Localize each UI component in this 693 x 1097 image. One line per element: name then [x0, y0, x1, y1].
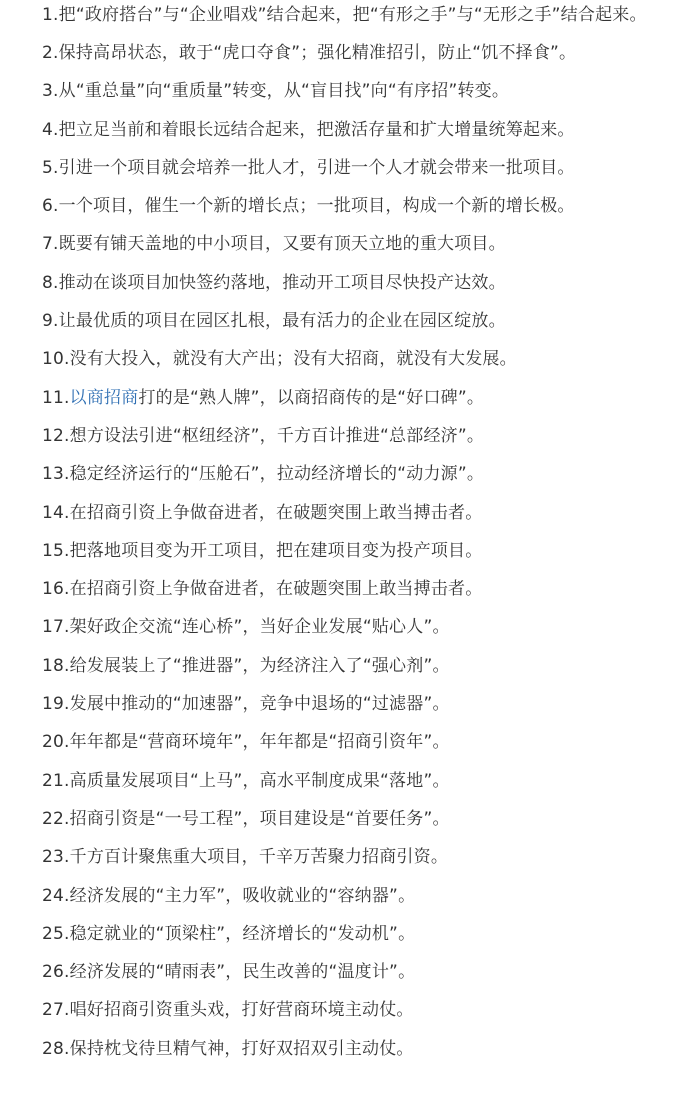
list-item: 22.招商引资是“一号工程”，项目建设是“首要任务”。: [42, 808, 450, 829]
list-item: 9.让最优质的项目在园区扎根，最有活力的企业在园区绽放。: [42, 311, 506, 332]
list-item: 24.经济发展的“主力军”，吸收就业的“容纳器”。: [42, 885, 416, 906]
list-item: 17.架好政企交流“连心桥”，当好企业发展“贴心人”。: [42, 617, 450, 638]
list-item: 2.保持高昂状态，敢于“虎口夺食”；强化精准招引，防止“饥不择食”。: [42, 43, 577, 63]
list-item: 14.在招商引资上争做奋进者，在破题突围上敢当搏击者。: [42, 502, 483, 523]
list-item: 19.发展中推动的“加速器”，竞争中退场的“过滤器”。: [42, 694, 450, 715]
list-item-text: 打的是“熟人牌”，以商招商传的是“好口碑”。: [138, 387, 485, 408]
list-item: 6.一个项目，催生一个新的增长点；一批项目，构成一个新的增长极。: [42, 196, 575, 217]
list-item: 18.给发展装上了“推进器”，为经济注入了“强心剂”。: [42, 655, 450, 676]
list-item: 4.把立足当前和着眼长远结合起来，把激活存量和扩大增量统筹起来。: [42, 119, 575, 140]
list-item: 5.引进一个项目就会培养一批人才，引进一个人才就会带来一批项目。: [42, 157, 575, 178]
list-item: 12.想方设法引进“枢纽经济”，千方百计推进“总部经济”。: [42, 425, 485, 446]
list-item-number: 11.: [42, 387, 70, 408]
list-item: [0, 385, 693, 411]
list-item: 1.把“政府搭台”与“企业唱戏”结合起来，把“有形之手”与“无形之手”结合起来。: [42, 5, 647, 25]
list-item: 7.既要有铺天盖地的中小项目，又要有顶天立地的重大项目。: [42, 234, 506, 255]
keyword-link[interactable]: 以商招商: [69, 387, 139, 408]
list-item: 26.经济发展的“晴雨表”，民生改善的“温度计”。: [42, 962, 416, 983]
list-item: 28.保持枕戈待旦精气神，打好双招双引主动仗。: [42, 1038, 414, 1059]
list-item: 21.高质量发展项目“上马”，高水平制度成果“落地”。: [42, 770, 450, 791]
list-item: 25.稳定就业的“顶梁柱”，经济增长的“发动机”。: [42, 923, 416, 944]
list-item: 13.稳定经济运行的“压舱石”，拉动经济增长的“动力源”。: [42, 464, 485, 485]
list-item: 3.从“重总量”向“重质量”转变，从“盲目找”向“有序招”转变。: [42, 81, 510, 102]
list-item: 16.在招商引资上争做奋进者，在破题突围上敢当搏击者。: [42, 579, 483, 600]
list-item: 8.推动在谈项目加快签约落地，推动开工项目尽快投产达效。: [42, 272, 506, 293]
list-item: 23.千方百计聚焦重大项目，千辛万苦聚力招商引资。: [42, 847, 449, 868]
list-item: 10.没有大投入，就没有大产出；没有大招商，就没有大发展。: [42, 349, 517, 370]
list-item: 20.年年都是“营商环境年”，年年都是“招商引资年”。: [42, 732, 450, 753]
list-item: 15.把落地项目变为开工项目，把在建项目变为投产项目。: [42, 540, 483, 561]
list-item: 27.唱好招商引资重头戏，打好营商环境主动仗。: [42, 1000, 414, 1021]
